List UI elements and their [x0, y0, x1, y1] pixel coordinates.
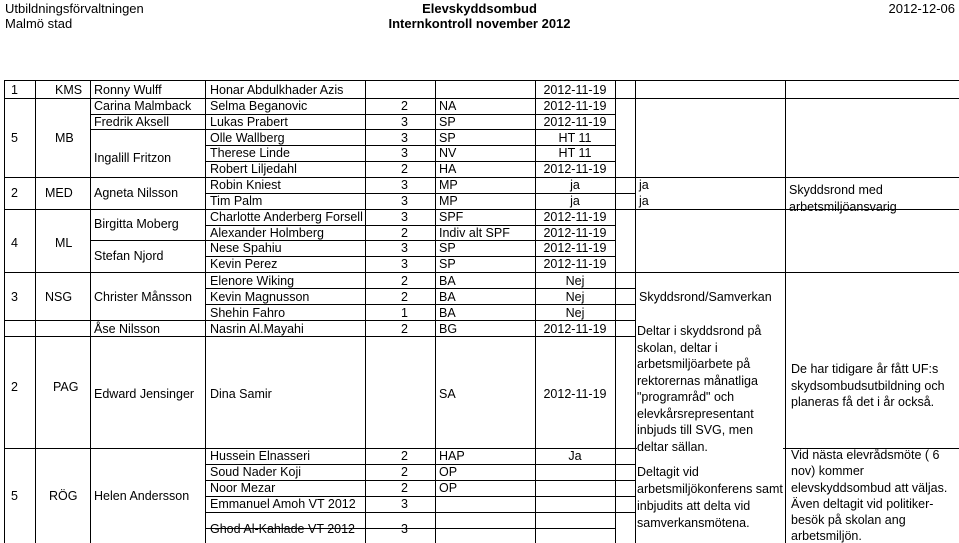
ombud-name: Shehin Fahro — [210, 306, 286, 320]
grid-line — [90, 81, 91, 543]
training-date: Ja — [568, 449, 582, 463]
class: MP — [439, 178, 458, 192]
comment: Skyddsrond med — [789, 183, 883, 197]
grade: 2 — [401, 322, 408, 336]
row-number: 2 — [11, 380, 18, 394]
grade: 3 — [401, 178, 408, 192]
participation: Deltagit vid arbetsmiljökonferens samt inbjudits att delta vid samverkansmötena. — [637, 465, 783, 530]
row-number: 5 — [11, 489, 18, 503]
class: NA — [439, 99, 457, 113]
contact-person: Fredrik Aksell — [94, 115, 170, 129]
row-number: 4 — [11, 236, 18, 250]
ombud-name: Soud Nader Koji — [210, 465, 302, 479]
school-code: PAG — [53, 380, 79, 394]
grid-line — [435, 81, 436, 543]
contact-person: Agneta Nilsson — [94, 186, 179, 200]
school-code: KMS — [55, 83, 83, 97]
school-code: NSG — [45, 290, 73, 304]
ombud-name: Hussein Elnasseri — [210, 449, 311, 463]
school-code: MB — [55, 131, 74, 145]
grid-line — [205, 512, 635, 513]
ombud-name: Dina Samir — [210, 387, 272, 401]
participation: ja — [639, 178, 649, 192]
training-date: Nej — [565, 274, 585, 288]
class: SP — [439, 241, 456, 255]
grade: 3 — [401, 210, 408, 224]
document-subtitle: Internkontroll november 2012 — [388, 16, 571, 31]
contact-person: Christer Månsson — [94, 290, 192, 304]
ombud-name: Lukas Prabert — [210, 115, 288, 129]
grade: 3 — [401, 115, 408, 129]
grade: 1 — [401, 306, 408, 320]
class: HA — [439, 162, 457, 176]
page-header — [0, 0, 959, 34]
contact-person: Edward Jensinger — [94, 387, 195, 401]
class: SA — [439, 387, 456, 401]
grid-line — [5, 272, 959, 273]
ombud-name: Noor Mezar — [210, 481, 276, 495]
ombud-name: Selma Beganovic — [210, 99, 308, 113]
grid-line — [205, 81, 206, 543]
class: SP — [439, 115, 456, 129]
class: SP — [439, 131, 456, 145]
training-date: 2012-11-19 — [543, 210, 607, 224]
class: SP — [439, 257, 456, 271]
comment: arbetsmiljöansvarig — [789, 200, 897, 214]
participation: Skyddsrond/Samverkan — [639, 290, 772, 304]
training-date: Nej — [565, 290, 585, 304]
grade: 2 — [401, 449, 408, 463]
ombud-name: Emmanuel Amoh VT 2012 — [210, 497, 356, 511]
class: Indiv alt SPF — [439, 226, 510, 240]
row-number: 5 — [11, 131, 18, 145]
ombud-name: Charlotte Anderberg Forsell — [210, 210, 363, 224]
comment: Vid nästa elevrådsmöte ( 6 nov) kommer elevskyddsombud att väljas. Även deltagit vid politiker-besök på skolan ang arbetsmiljön. — [791, 448, 948, 543]
grade: 3 — [401, 131, 408, 145]
school-code: MED — [45, 186, 73, 200]
ombud-name: Kevin Perez — [210, 257, 278, 271]
class: MP — [439, 194, 458, 208]
grade: 2 — [401, 274, 408, 288]
class: BG — [439, 322, 458, 336]
grade: 2 — [401, 290, 408, 304]
ombud-name: Nese Spahiu — [210, 241, 282, 255]
class: BA — [439, 274, 456, 288]
ombud-name: Nasrin Al.Mayahi — [210, 322, 304, 336]
ombud-name: Alexander Holmberg — [210, 226, 324, 240]
org-name: Utbildningsförvaltningen — [5, 1, 144, 16]
contact-person: Stefan Njord — [94, 249, 164, 263]
training-date: ja — [570, 178, 580, 192]
grade: 3 — [401, 522, 408, 536]
ombud-name: Ghod Al-Kahlade VT 2012 — [210, 522, 356, 536]
grid-line — [635, 81, 636, 543]
school-code: ML — [55, 236, 73, 250]
grade: 3 — [401, 194, 408, 208]
training-date: 2012-11-19 — [543, 257, 607, 271]
grade: 3 — [401, 257, 408, 271]
grade: 2 — [401, 481, 408, 495]
contact-person: Ingalill Fritzon — [94, 151, 172, 165]
class: NV — [439, 146, 457, 160]
ombud-name: Honar Abdulkhader Azis — [210, 83, 344, 97]
comment: De har tidigare år fått UF:s skydsombudsutbildning och planeras få det i år också. — [791, 362, 945, 409]
grid-line — [365, 81, 366, 543]
training-date: ja — [570, 194, 580, 208]
class: OP — [439, 465, 458, 479]
ombud-name: Robert Liljedahl — [210, 162, 297, 176]
participation: ja — [639, 194, 649, 208]
training-date: Nej — [565, 306, 585, 320]
contact-person: Åse Nilsson — [94, 322, 160, 336]
ombud-name: Kevin Magnusson — [210, 290, 310, 304]
class: HAP — [439, 449, 465, 463]
ombud-name: Therese Linde — [210, 146, 290, 160]
ombud-name: Elenore Wiking — [210, 274, 295, 288]
class: BA — [439, 290, 456, 304]
row-number: 2 — [11, 186, 18, 200]
participation: Deltar i skyddsrond på skolan, deltar i arbetsmiljöarbete på rektorernas månatliga "programråd" och elevkårsrepresentant inbjuds till SVG, men deltar sällan. — [637, 323, 783, 455]
training-date: 2012-11-19 — [543, 115, 607, 129]
class: BA — [439, 306, 456, 320]
training-date: 2012-11-19 — [543, 83, 607, 97]
row-number: 3 — [11, 290, 18, 304]
class: OP — [439, 481, 458, 495]
training-date: 2012-11-19 — [543, 387, 607, 401]
class: SPF — [439, 210, 464, 224]
ombud-name: Olle Wallberg — [210, 131, 285, 145]
training-date: 2012-11-19 — [543, 226, 607, 240]
training-date: 2012-11-19 — [543, 162, 607, 176]
document-title: Elevskyddsombud — [422, 1, 537, 16]
grid-line — [35, 81, 36, 543]
school-code: RÖG — [49, 489, 78, 503]
contact-person: Carina Malmback — [94, 99, 192, 113]
contact-person: Ronny Wulff — [94, 83, 162, 97]
training-date: HT 11 — [558, 131, 592, 145]
training-date: HT 11 — [558, 146, 592, 160]
grade: 3 — [401, 241, 408, 255]
contact-person: Helen Andersson — [94, 489, 190, 503]
training-date: 2012-11-19 — [543, 322, 607, 336]
city-name: Malmö stad — [5, 16, 73, 31]
grade: 2 — [401, 99, 408, 113]
grade: 3 — [401, 146, 408, 160]
document-date: 2012-12-06 — [888, 1, 955, 16]
row-number: 1 — [11, 83, 18, 97]
contact-person: Birgitta Moberg — [94, 217, 179, 231]
ombud-table — [4, 80, 959, 543]
grade: 2 — [401, 162, 408, 176]
grade: 2 — [401, 465, 408, 479]
training-date: 2012-11-19 — [543, 241, 607, 255]
grid-line — [5, 177, 959, 178]
ombud-name: Robin Kniest — [210, 178, 281, 192]
grade: 2 — [401, 226, 408, 240]
grid-line — [615, 81, 616, 543]
training-date: 2012-11-19 — [543, 99, 607, 113]
grade: 3 — [401, 497, 408, 511]
ombud-name: Tim Palm — [210, 194, 263, 208]
